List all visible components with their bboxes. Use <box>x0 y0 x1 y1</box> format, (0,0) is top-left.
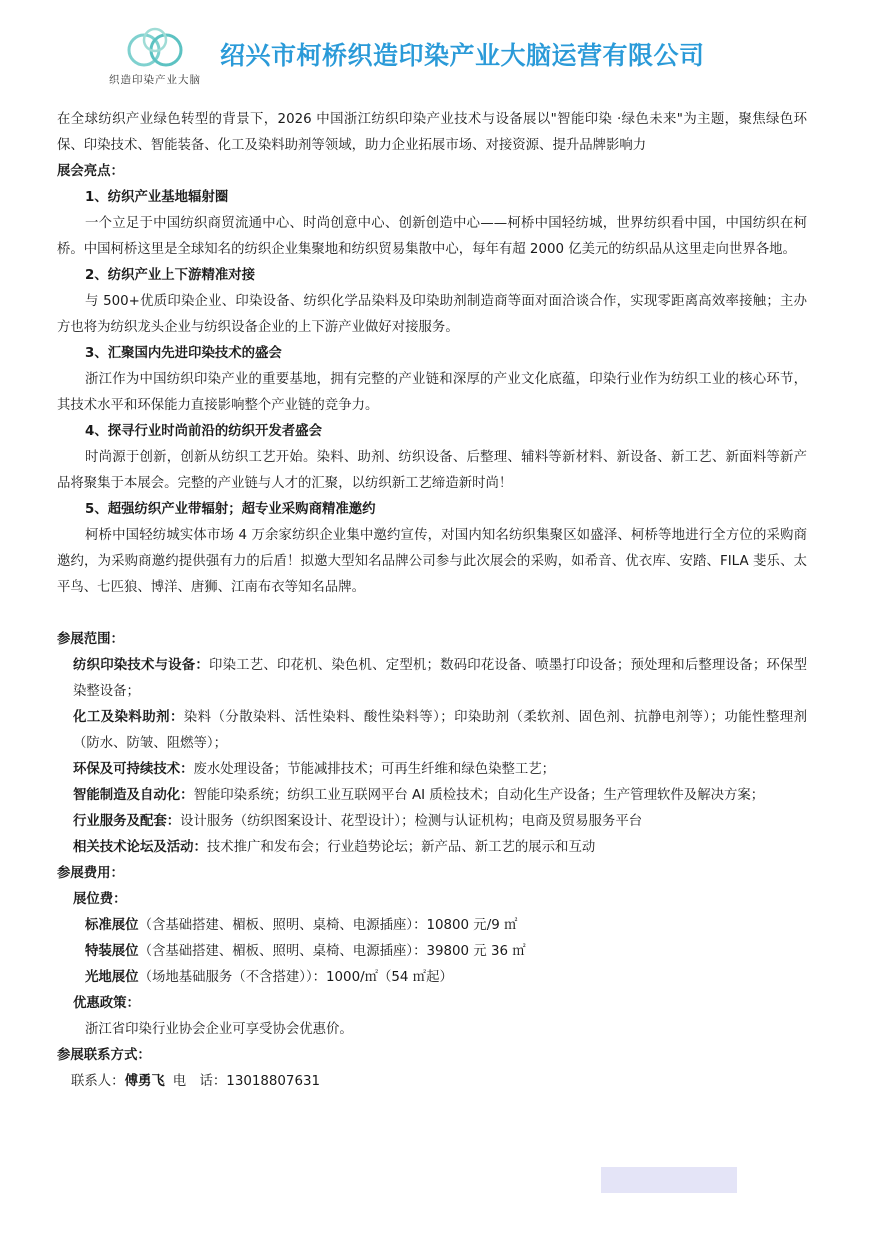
scope-item-label: 化工及染料助剂： <box>73 710 184 725</box>
intro-paragraph: 在全球纺织产业绿色转型的背景下，2026 中国浙江纺织印染产业技术与设备展以"智能印染 ·绿色未来"为主题，聚焦绿色环保、印染技术、智能装备、化工及染料助剂等领域，助力企业拓展市场、对接资源、提升品牌影响力 <box>57 112 807 153</box>
highlight-heading-5: 5、超强纺织产业带辐射；超专业采购商精准邀约 <box>85 502 376 517</box>
scope-item <box>57 783 807 809</box>
booth-option-text: （场地基础服务（不含搭建））：1000/㎡（54 ㎡起） <box>138 970 453 985</box>
highlight-text-3: 浙江作为中国纺织印染产业的重要基地，拥有完整的产业链和深厚的产业文化底蕴，印染行业作为纺织工业的核心环节，其技术水平和环保能力直接影响整个产业链的竞争力。 <box>57 372 807 413</box>
contact-person-name: 傅勇飞 <box>124 1074 165 1089</box>
highlight-text-1: 一个立足于中国纺织商贸流通中心、时尚创意中心、创新创造中心——柯桥中国轻纺城，世界纺织看中国，中国纺织在柯桥。中国柯桥这里是全球知名的纺织企业集聚地和纺织贸易集散中心，每年有超 2000 亿美元的纺织品从这里走向世界各地。 <box>57 216 807 257</box>
booth-option <box>57 913 807 939</box>
booth-option-text: （含基础搭建、楣板、照明、桌椅、电源插座）：39800 元 36 ㎡ <box>138 944 526 959</box>
spacer <box>57 601 807 627</box>
company-logo <box>100 22 210 92</box>
booth-option-text: （含基础搭建、楣板、照明、桌椅、电源插座）：10800 元/9 ㎡ <box>138 918 518 933</box>
scope-item-label: 智能制造及自动化： <box>73 788 194 803</box>
logo-caption: 织造印染产业大脑 <box>109 74 201 86</box>
contact-title: 参展联系方式： <box>57 1048 151 1063</box>
scope-item-text: 技术推广和发布会；行业趋势论坛；新产品、新工艺的展示和互动 <box>206 840 596 855</box>
highlight-text-5: 柯桥中国轻纺城实体市场 4 万余家纺织企业集中邀约宣传，对国内知名纺织集聚区如盛泽、柯桥等地进行全方位的采购商邀约，为采购商邀约提供强有力的后盾！拟邀大型知名品牌公司参与此次展会的采购，如希音、优衣库、安踏、FILA 斐乐、太平鸟、七匹狼、博洋、唐狮、江南布衣等知名品牌。 <box>57 528 807 595</box>
scope-item-label: 纺织印染技术与设备： <box>73 658 209 673</box>
booth-option-label: 光地展位 <box>85 970 139 985</box>
scope-item <box>57 835 807 861</box>
scope-item <box>57 653 807 705</box>
highlight-heading-4: 4、探寻行业时尚前沿的纺织开发者盛会 <box>85 424 322 439</box>
document-body <box>57 107 807 1095</box>
contact-phone-label: 电 话： <box>172 1074 227 1089</box>
booth-option-label: 特装展位 <box>85 944 139 959</box>
contact-line <box>57 1069 807 1095</box>
policy-text: 浙江省印染行业协会企业可享受协会优惠价。 <box>85 1022 353 1037</box>
scope-item-label: 相关技术论坛及活动： <box>73 840 207 855</box>
booth-fee-title: 展位费： <box>73 892 127 907</box>
scope-item-text: 废水处理设备；节能减排技术；可再生纤维和绿色染整工艺； <box>193 762 556 777</box>
booth-option-label: 标准展位 <box>85 918 139 933</box>
highlight-text-4: 时尚源于创新，创新从纺织工艺开始。染料、助剂、纺织设备、后整理、辅料等新材料、新设备、新工艺、新面料等新产品将聚集于本展会。完整的产业链与人才的汇聚，以纺织新工艺缔造新时尚！ <box>57 450 807 491</box>
policy-title: 优惠政策： <box>73 996 140 1011</box>
scope-item-text: 印染工艺、印花机、染色机、定型机；数码印花设备、喷墨打印设备；预处理和后整理设备；环保型染整设备； <box>73 658 808 699</box>
booth-option <box>57 965 807 991</box>
scope-item <box>57 757 807 783</box>
highlights-title: 展会亮点： <box>57 164 124 179</box>
booth-option <box>57 939 807 965</box>
highlight-heading-3: 3、汇聚国内先进印染技术的盛会 <box>85 346 282 361</box>
highlight-heading-1: 1、纺织产业基地辐射圈 <box>85 190 229 205</box>
scope-title: 参展范围： <box>57 632 124 647</box>
rings-logo-icon <box>122 26 188 70</box>
fees-title: 参展费用： <box>57 866 124 881</box>
scope-item-text: 设计服务（纺织图案设计、花型设计）；检测与认证机构；电商及贸易服务平台 <box>180 814 643 829</box>
contact-person-label: 联系人： <box>71 1074 125 1089</box>
contact-phone[interactable]: 13018807631 <box>226 1074 321 1089</box>
scope-item-label: 环保及可持续技术： <box>73 762 194 777</box>
highlight-text-2: 与 500+优质印染企业、印染设备、纺织化学品染料及印染助剂制造商等面对面洽谈合作，实现零距离高效率接触；主办方也将为纺织龙头企业与纺织设备企业的上下游产业做好对接服务。 <box>57 294 807 335</box>
scope-item <box>57 705 807 757</box>
letterhead <box>100 22 840 92</box>
scope-item-label: 行业服务及配套： <box>73 814 181 829</box>
highlight-heading-2: 2、纺织产业上下游精准对接 <box>85 268 256 283</box>
scope-item <box>57 809 807 835</box>
company-name: 绍兴市柯桥织造印染产业大脑运营有限公司 <box>220 41 705 70</box>
scope-item-text: 智能印染系统；纺织工业互联网平台 AI 质检技术；自动化生产设备；生产管理软件及解决方案； <box>193 788 765 803</box>
highlight-box <box>601 1167 737 1193</box>
scope-item-text: 染料（分散染料、活性染料、酸性染料等）；印染助剂（柔软剂、固色剂、抗静电剂等）；功能性整理剂（防水、防皱、阻燃等）； <box>73 710 807 751</box>
